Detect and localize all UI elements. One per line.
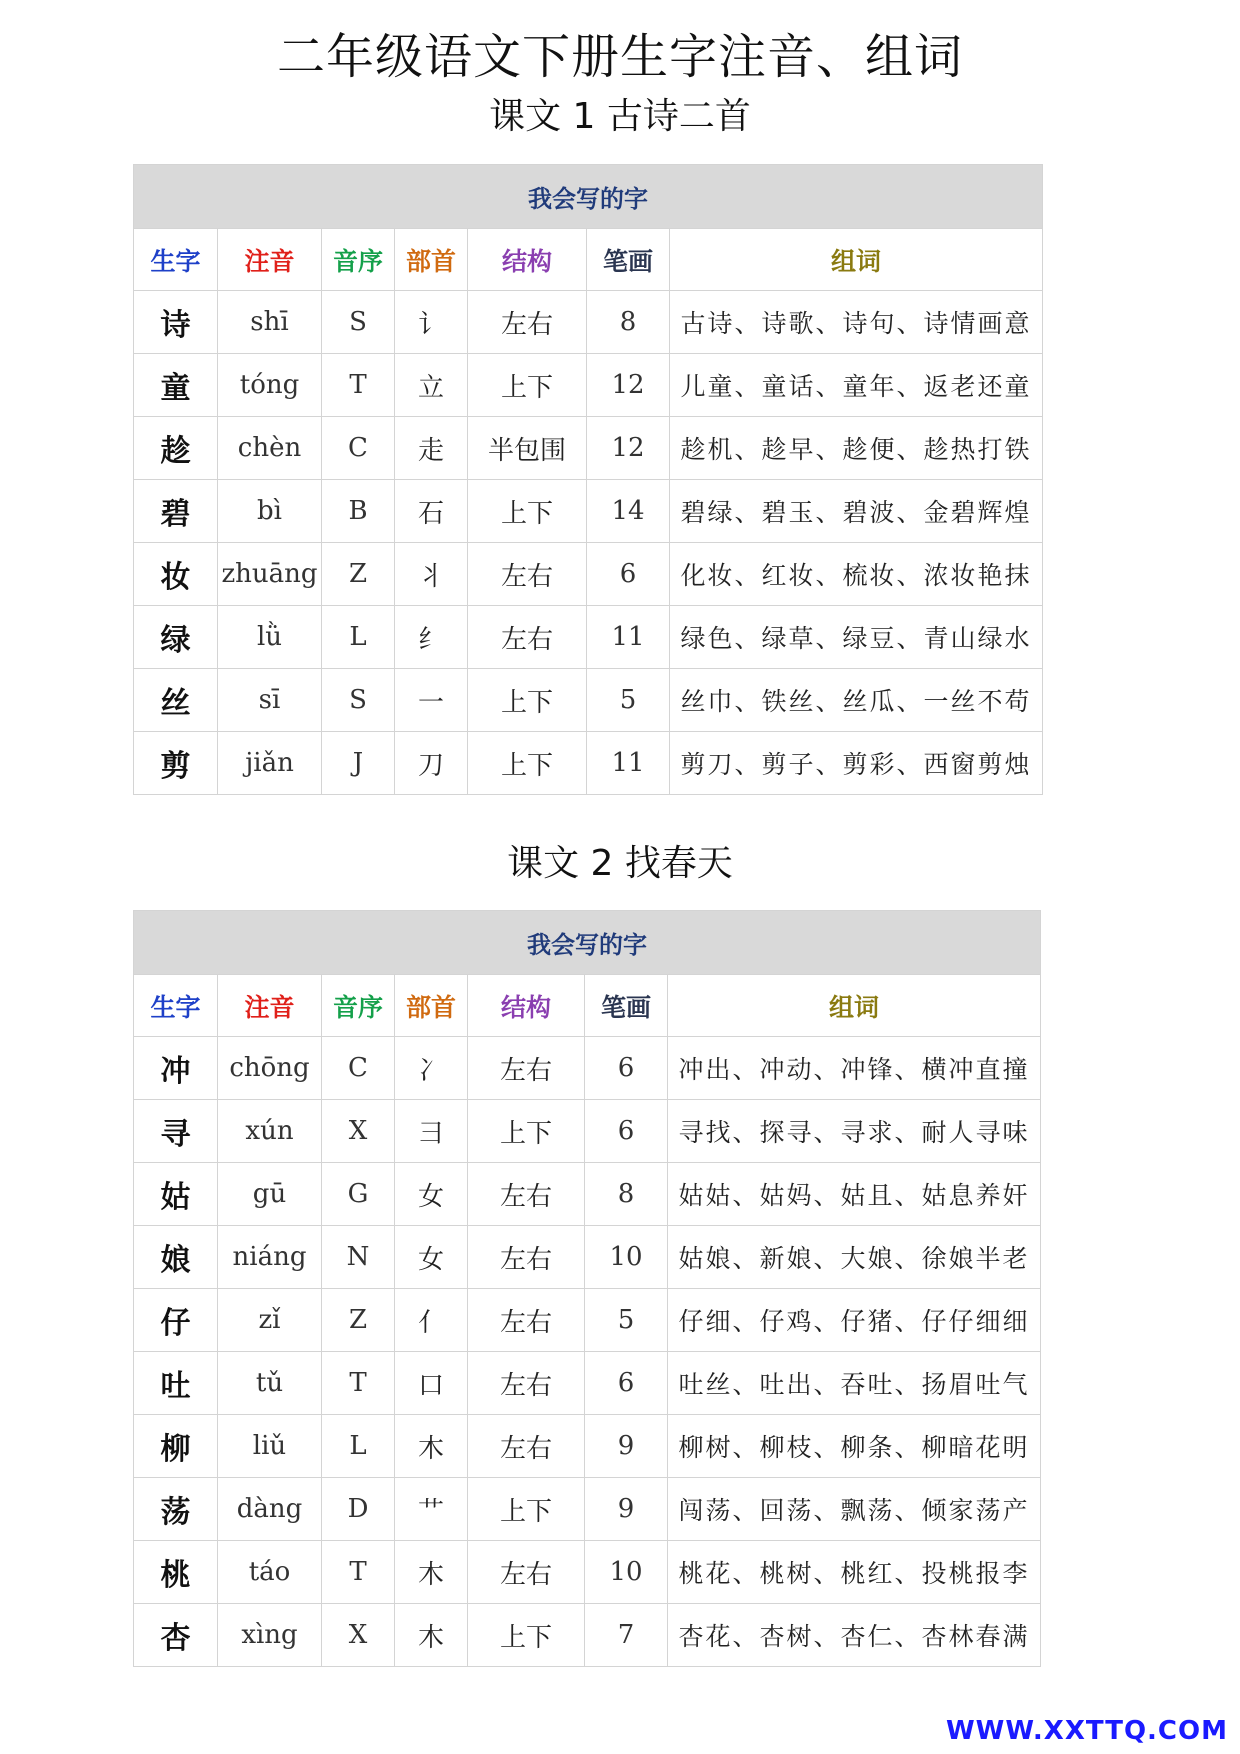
column-header-order: 音序 [322,229,395,291]
table-row [134,1226,1041,1289]
column-header-char: 生字 [134,975,218,1037]
table-row [134,1541,1041,1604]
site-watermark: WWW.XXTTQ.COM [946,1716,1228,1746]
cell-order: T [322,1541,395,1604]
cell-words: 绿色、绿草、绿豆、青山绿水 [670,606,1043,669]
column-header-radical: 部首 [395,229,468,291]
table-row [134,417,1043,480]
column-header-pinyin: 注音 [218,229,322,291]
cell-words: 姑娘、新娘、大娘、徐娘半老 [668,1226,1041,1289]
column-header-strokes: 笔画 [585,975,668,1037]
table-row [134,1478,1041,1541]
column-header-structure: 结构 [468,229,587,291]
cell-order: J [322,732,395,795]
column-header-words: 组词 [670,229,1043,291]
cell-words: 姑姑、姑妈、姑且、姑息养奸 [668,1163,1041,1226]
cell-structure: 上下 [468,1100,585,1163]
cell-words: 剪刀、剪子、剪彩、西窗剪烛 [670,732,1043,795]
table-row [134,1163,1041,1226]
cell-order: C [322,417,395,480]
cell-char: 丝 [134,669,218,732]
cell-strokes: 12 [587,354,670,417]
cell-words: 丝巾、铁丝、丝瓜、一丝不苟 [670,669,1043,732]
cell-order: G [322,1163,395,1226]
cell-char: 碧 [134,480,218,543]
cell-structure: 左右 [468,606,587,669]
cell-order: Z [322,1289,395,1352]
column-header-structure: 结构 [468,975,585,1037]
cell-radical: 亻 [395,1289,468,1352]
cell-order: T [322,1352,395,1415]
cell-words: 杏花、杏树、杏仁、杏林春满 [668,1604,1041,1667]
lesson-2-title: 课文 2 找春天 [507,843,733,884]
cell-char: 冲 [134,1037,218,1100]
cell-order: C [322,1037,395,1100]
cell-char: 杏 [134,1604,218,1667]
cell-char: 柳 [134,1415,218,1478]
cell-words: 柳树、柳枝、柳条、柳暗花明 [668,1415,1041,1478]
cell-structure: 左右 [468,1289,585,1352]
cell-pinyin: bì [218,480,322,543]
cell-radical: 一 [395,669,468,732]
cell-strokes: 10 [585,1226,668,1289]
cell-order: L [322,1415,395,1478]
cell-char: 吐 [134,1352,218,1415]
cell-pinyin: shī [218,291,322,354]
cell-pinyin: sī [218,669,322,732]
cell-strokes: 8 [585,1163,668,1226]
cell-radical: 艹 [395,1478,468,1541]
cell-words: 寻找、探寻、寻求、耐人寻味 [668,1100,1041,1163]
cell-pinyin: dàng [218,1478,322,1541]
cell-pinyin: tǔ [218,1352,322,1415]
cell-radical: 石 [395,480,468,543]
cell-structure: 上下 [468,1478,585,1541]
cell-structure: 左右 [468,1352,585,1415]
cell-structure: 上下 [468,354,587,417]
cell-order: X [322,1100,395,1163]
column-header-radical: 部首 [395,975,468,1037]
lesson-1-table [133,164,1043,795]
cell-pinyin: jiǎn [218,732,322,795]
cell-structure: 左右 [468,543,587,606]
table-row [134,1415,1041,1478]
cell-order: Z [322,543,395,606]
cell-pinyin: chèn [218,417,322,480]
cell-words: 冲出、冲动、冲锋、横冲直撞 [668,1037,1041,1100]
cell-char: 童 [134,354,218,417]
cell-pinyin: xún [218,1100,322,1163]
column-header-words: 组词 [668,975,1041,1037]
cell-structure: 左右 [468,1415,585,1478]
table-row [134,1289,1041,1352]
cell-char: 寻 [134,1100,218,1163]
column-header-pinyin: 注音 [218,975,322,1037]
cell-radical: 纟 [395,606,468,669]
table-row [134,543,1043,606]
cell-char: 姑 [134,1163,218,1226]
cell-pinyin: táo [218,1541,322,1604]
column-header-strokes: 笔画 [587,229,670,291]
cell-structure: 上下 [468,732,587,795]
cell-strokes: 5 [587,669,670,732]
cell-words: 化妆、红妆、梳妆、浓妆艳抹 [670,543,1043,606]
table-caption-row [134,165,1043,229]
table-caption-row [134,911,1041,975]
cell-strokes: 6 [585,1352,668,1415]
cell-char: 剪 [134,732,218,795]
column-header-char: 生字 [134,229,218,291]
cell-pinyin: niáng [218,1226,322,1289]
table-row [134,291,1043,354]
cell-radical: 讠 [395,291,468,354]
cell-structure: 左右 [468,1037,585,1100]
lesson-2-table [133,910,1041,1667]
table-header-row [134,229,1043,291]
cell-structure: 半包围 [468,417,587,480]
cell-strokes: 8 [587,291,670,354]
cell-words: 仔细、仔鸡、仔猪、仔仔细细 [668,1289,1041,1352]
table-row [134,606,1043,669]
cell-char: 妆 [134,543,218,606]
cell-radical: 木 [395,1415,468,1478]
table-row [134,1100,1041,1163]
cell-order: S [322,669,395,732]
cell-radical: 刀 [395,732,468,795]
lesson-1-title: 课文 1 古诗二首 [489,96,751,137]
cell-radical: 彐 [395,1100,468,1163]
cell-char: 趁 [134,417,218,480]
cell-char: 荡 [134,1478,218,1541]
cell-strokes: 11 [587,606,670,669]
cell-structure: 左右 [468,291,587,354]
cell-order: T [322,354,395,417]
cell-char: 诗 [134,291,218,354]
cell-radical: 口 [395,1352,468,1415]
table-row [134,1604,1041,1667]
cell-words: 闯荡、回荡、飘荡、倾家荡产 [668,1478,1041,1541]
cell-strokes: 10 [585,1541,668,1604]
cell-words: 桃花、桃树、桃红、投桃报李 [668,1541,1041,1604]
cell-strokes: 6 [585,1037,668,1100]
cell-pinyin: zǐ [218,1289,322,1352]
cell-radical: 木 [395,1541,468,1604]
cell-order: B [322,480,395,543]
cell-strokes: 11 [587,732,670,795]
cell-radical: 走 [395,417,468,480]
cell-order: X [322,1604,395,1667]
cell-strokes: 9 [585,1415,668,1478]
cell-strokes: 7 [585,1604,668,1667]
cell-words: 儿童、童话、童年、返老还童 [670,354,1043,417]
cell-order: N [322,1226,395,1289]
cell-strokes: 9 [585,1478,668,1541]
cell-words: 吐丝、吐出、吞吐、扬眉吐气 [668,1352,1041,1415]
table-row [134,669,1043,732]
cell-structure: 上下 [468,1604,585,1667]
cell-pinyin: chōng [218,1037,322,1100]
cell-radical: 女 [395,1163,468,1226]
table-row [134,1352,1041,1415]
cell-strokes: 6 [585,1100,668,1163]
cell-strokes: 14 [587,480,670,543]
cell-pinyin: lǜ [218,606,322,669]
cell-pinyin: liǔ [218,1415,322,1478]
table-row [134,480,1043,543]
table-row [134,354,1043,417]
cell-structure: 左右 [468,1163,585,1226]
cell-radical: 立 [395,354,468,417]
cell-words: 古诗、诗歌、诗句、诗情画意 [670,291,1043,354]
cell-radical: 丬 [395,543,468,606]
table-row [134,732,1043,795]
cell-structure: 上下 [468,669,587,732]
cell-pinyin: xìng [218,1604,322,1667]
cell-pinyin: zhuāng [218,543,322,606]
cell-radical: 木 [395,1604,468,1667]
cell-words: 碧绿、碧玉、碧波、金碧辉煌 [670,480,1043,543]
cell-order: S [322,291,395,354]
cell-char: 绿 [134,606,218,669]
cell-order: L [322,606,395,669]
cell-structure: 左右 [468,1541,585,1604]
cell-char: 娘 [134,1226,218,1289]
cell-structure: 上下 [468,480,587,543]
cell-structure: 左右 [468,1226,585,1289]
cell-strokes: 5 [585,1289,668,1352]
cell-order: D [322,1478,395,1541]
cell-words: 趁机、趁早、趁便、趁热打铁 [670,417,1043,480]
cell-char: 桃 [134,1541,218,1604]
cell-pinyin: gū [218,1163,322,1226]
cell-char: 仔 [134,1289,218,1352]
page-title: 二年级语文下册生字注音、组词 [276,29,963,85]
column-header-order: 音序 [322,975,395,1037]
cell-strokes: 12 [587,417,670,480]
table-caption: 我会写的字 [134,165,1043,229]
cell-radical: 女 [395,1226,468,1289]
cell-strokes: 6 [587,543,670,606]
cell-pinyin: tóng [218,354,322,417]
table-row [134,1037,1041,1100]
table-header-row [134,975,1041,1037]
table-caption: 我会写的字 [134,911,1041,975]
cell-radical: 冫 [395,1037,468,1100]
